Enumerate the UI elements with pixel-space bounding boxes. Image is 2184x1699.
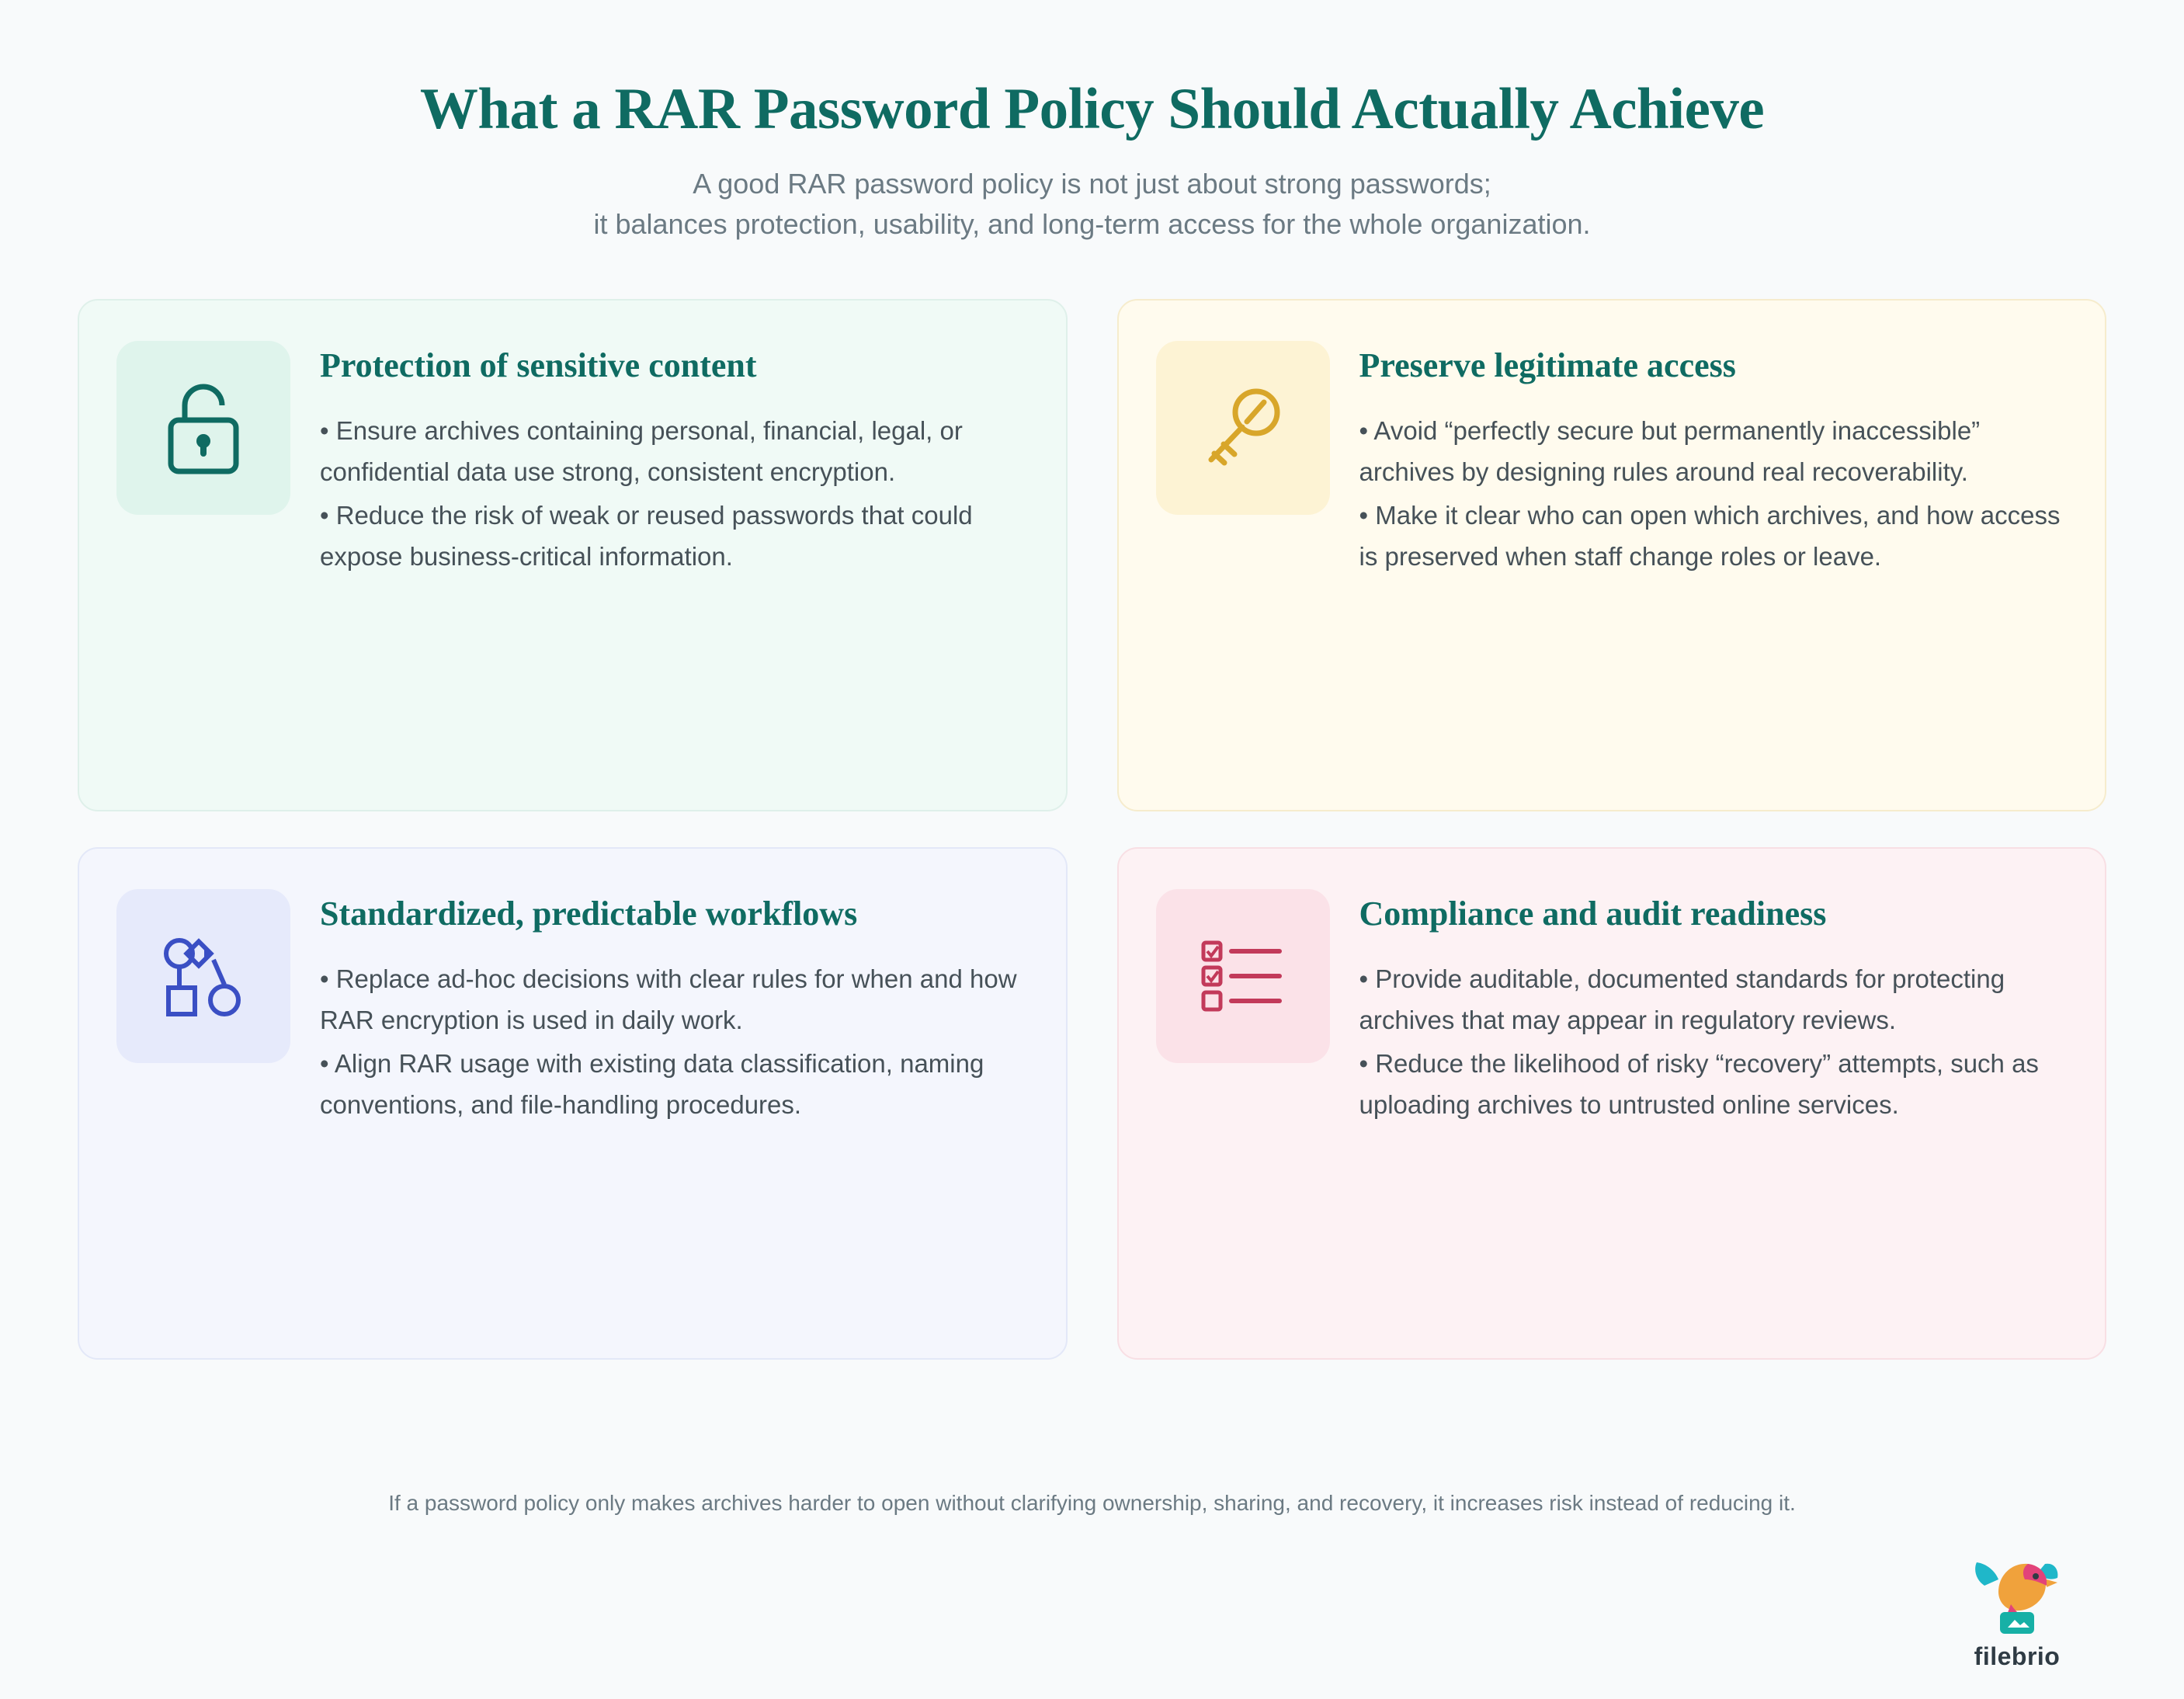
card-body xyxy=(320,336,1029,579)
card-point: • Ensure archives containing personal, financial, legal, or confidential data use strong, consistent encryption. xyxy=(320,415,963,487)
card-points xyxy=(320,958,1029,1126)
card-compliance-and-audit-readiness xyxy=(1117,847,2107,1360)
subtitle-line-1: A good RAR password policy is not just about strong passwords; xyxy=(693,167,1491,200)
card-body xyxy=(1359,884,2068,1127)
card-standardized-predictable-workflows xyxy=(78,847,1068,1360)
card-title: Preserve legitimate access xyxy=(1359,346,1736,384)
card-point: • Make it clear who can open which archives, and how access is preserved when staff change roles or leave. xyxy=(1359,500,2061,572)
card-protection-of-sensitive-content xyxy=(78,299,1068,811)
card-preserve-legitimate-access xyxy=(1117,299,2107,811)
footnote: If a password policy only makes archives harder to open without clarifying ownership, sharing, and recovery, it increases risk instead of reducing it. xyxy=(388,1491,1796,1515)
card-title: Protection of sensitive content xyxy=(320,346,757,384)
card-point: • Align RAR usage with existing data classification, naming conventions, and file-handling procedures. xyxy=(320,1048,984,1120)
card-point: • Provide auditable, documented standards for protecting archives that may appear in regulatory reviews. xyxy=(1359,964,2005,1035)
card-body xyxy=(320,884,1029,1127)
card-points xyxy=(320,410,1029,578)
card-point: • Reduce the risk of weak or reused passwords that could expose business-critical information. xyxy=(320,500,973,572)
brand-logo xyxy=(1943,1551,2091,1671)
workflow-nodes-icon xyxy=(116,889,290,1063)
bird-logo-icon xyxy=(1970,1551,2064,1637)
card-point: • Reduce the likelihood of risky “recovery” attempts, such as uploading archives to untrusted online services. xyxy=(1359,1048,2039,1120)
cards-grid xyxy=(78,299,2106,1360)
card-points xyxy=(1359,410,2068,578)
page-title: What a RAR Password Policy Should Actually Achieve xyxy=(419,77,1765,141)
card-points xyxy=(1359,958,2068,1126)
card-point: • Avoid “perfectly secure but permanently inaccessible” archives by designing rules around real recoverability. xyxy=(1359,415,1981,487)
page-subtitle xyxy=(78,164,2106,245)
checklist-icon xyxy=(1156,889,1330,1063)
card-title: Standardized, predictable workflows xyxy=(320,894,858,933)
card-body xyxy=(1359,336,2068,579)
brand-name: filebrio xyxy=(1974,1642,2061,1670)
card-title: Compliance and audit readiness xyxy=(1359,894,1827,933)
card-point: • Replace ad-hoc decisions with clear rules for when and how RAR encryption is used in daily work. xyxy=(320,964,1017,1035)
open-padlock-icon xyxy=(116,341,290,515)
key-icon xyxy=(1156,341,1330,515)
subtitle-line-2: it balances protection, usability, and long-term access for the whole organization. xyxy=(593,207,1591,240)
